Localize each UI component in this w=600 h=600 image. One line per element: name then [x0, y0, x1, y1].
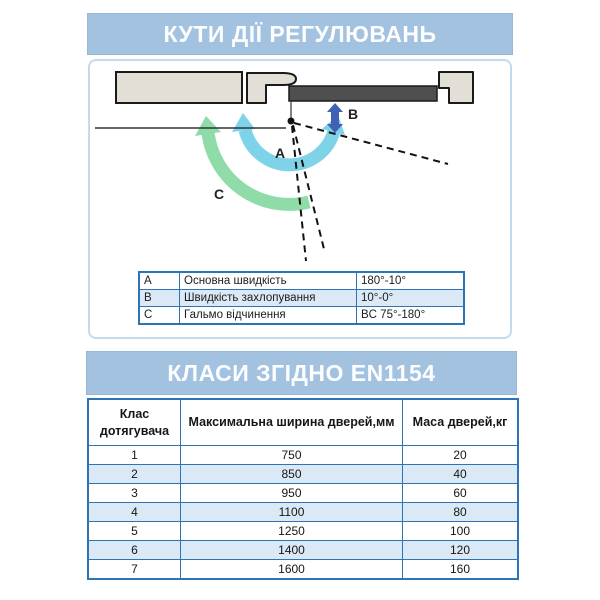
legend-key: C	[140, 307, 180, 324]
en1154-classes-table-wrap	[87, 398, 519, 580]
cell-class: 4	[89, 503, 181, 522]
legend-key: A	[140, 273, 180, 290]
cell-class: 2	[89, 465, 181, 484]
table-row	[89, 560, 518, 579]
cell-class: 3	[89, 484, 181, 503]
cell-door-mass: 80	[403, 503, 518, 522]
cell-door-mass: 160	[403, 560, 518, 579]
label-c: C	[214, 186, 225, 202]
legend-desc: Швидкість захлопування	[180, 290, 357, 307]
legend-value: 10°-0°	[357, 290, 464, 307]
legend-value: BC 75°-180°	[357, 307, 464, 324]
arc-backcheck-arrowhead-icon	[195, 116, 221, 136]
header-door-mass: Маса дверей,кг	[403, 400, 518, 446]
angle-legend-table	[139, 272, 464, 324]
arc-main-speed-left-arrowhead-icon	[232, 113, 255, 132]
table-row	[89, 503, 518, 522]
header-class: Клас дотягувача	[89, 400, 181, 446]
cell-max-width: 1100	[181, 503, 403, 522]
legend-row-c	[140, 307, 464, 324]
legend-desc: Гальмо відчинення	[180, 307, 357, 324]
label-b: B	[348, 106, 359, 122]
cell-class: 6	[89, 541, 181, 560]
legend-row-b	[140, 290, 464, 307]
cell-max-width: 1250	[181, 522, 403, 541]
label-a: A	[275, 145, 286, 161]
cell-door-mass: 40	[403, 465, 518, 484]
angles-section-title: КУТИ ДІЇ РЕГУЛЮВАНЬ	[87, 13, 513, 55]
cell-class: 1	[89, 446, 181, 465]
table-row	[89, 522, 518, 541]
wall-left-segment	[116, 72, 242, 103]
en1154-classes-table	[88, 399, 518, 579]
hinge-pivot-point	[288, 118, 295, 125]
legend-row-a	[140, 273, 464, 290]
cell-max-width: 950	[181, 484, 403, 503]
cell-class: 5	[89, 522, 181, 541]
classes-header-row	[89, 400, 518, 446]
table-row	[89, 446, 518, 465]
cell-door-mass: 60	[403, 484, 518, 503]
cell-class: 7	[89, 560, 181, 579]
table-row	[89, 465, 518, 484]
door-closer-angle-diagram-panel	[88, 59, 512, 339]
table-row	[89, 484, 518, 503]
classes-section-title: КЛАСИ ЗГІДНО EN1154	[86, 351, 517, 395]
dashed-line-closed-position	[292, 126, 306, 261]
table-row	[89, 541, 518, 560]
door-frame-latch-profile	[439, 72, 473, 103]
legend-desc: Основна швидкість	[180, 273, 357, 290]
arc-main-speed-a	[245, 130, 334, 165]
cell-max-width: 1600	[181, 560, 403, 579]
cell-door-mass: 20	[403, 446, 518, 465]
header-max-width: Максимальна ширина дверей,мм	[181, 400, 403, 446]
cell-door-mass: 120	[403, 541, 518, 560]
cell-max-width: 1400	[181, 541, 403, 560]
cell-max-width: 750	[181, 446, 403, 465]
cell-max-width: 850	[181, 465, 403, 484]
legend-key: B	[140, 290, 180, 307]
legend-value: 180°-10°	[357, 273, 464, 290]
door-leaf	[289, 86, 437, 101]
angle-legend-table-wrap	[138, 271, 465, 325]
cell-door-mass: 100	[403, 522, 518, 541]
